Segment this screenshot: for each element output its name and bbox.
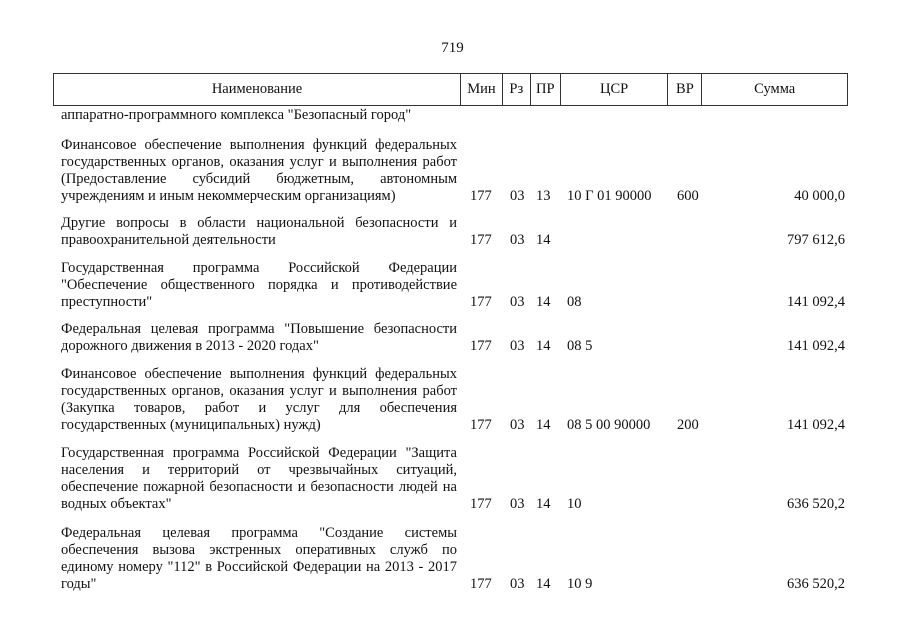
row-name: Другие вопросы в области национальной безопасности и правоохранительной деятельности: [61, 215, 457, 248]
header-vr: ВР: [668, 74, 702, 105]
row-rz: 03: [510, 188, 525, 204]
row-pr: 14: [536, 417, 551, 433]
row-csr: 10 Г 01 90000: [567, 188, 652, 204]
row-min: 177: [470, 576, 492, 592]
row-min: 177: [470, 417, 492, 433]
header-csr: ЦСР: [561, 74, 669, 105]
row-min: 177: [470, 188, 492, 204]
row-sum: 636 520,2: [787, 576, 845, 592]
header-rz: Рз: [503, 74, 531, 105]
row-pr: 13: [536, 188, 551, 204]
row-sum: 636 520,2: [787, 496, 845, 512]
row-min: 177: [470, 338, 492, 354]
row-pr: 14: [536, 232, 551, 248]
row-rz: 03: [510, 338, 525, 354]
continuation-text: аппаратно-программного комплекса "Безопасный город": [61, 107, 412, 123]
row-sum: 141 092,4: [787, 417, 845, 433]
row-name: Федеральная целевая программа "Повышение безопасности дорожного движения в 2013 - 2020 годах": [61, 321, 457, 354]
header-pr: ПР: [531, 74, 561, 105]
row-csr: 08: [567, 294, 582, 310]
row-vr: 600: [677, 188, 699, 204]
row-sum: 141 092,4: [787, 338, 845, 354]
row-name: Финансовое обеспечение выполнения функций федеральных государственных органов, оказания услуг и выполнения работ (Предоставление субсидий бюджетным, автономным учреждениям и иным некоммерческим организациям): [61, 137, 457, 204]
table-header: [53, 73, 848, 106]
row-csr: 08 5 00 90000: [567, 417, 651, 433]
row-rz: 03: [510, 496, 525, 512]
row-sum: 40 000,0: [794, 188, 845, 204]
row-rz: 03: [510, 232, 525, 248]
row-rz: 03: [510, 294, 525, 310]
row-rz: 03: [510, 417, 525, 433]
row-name: Финансовое обеспечение выполнения функций федеральных государственных органов, оказания услуг и выполнения работ (Закупка товаров, работ и услуг для обеспечения государственных (муниципальных) нужд): [61, 366, 457, 433]
row-name: Государственная программа Российской Федерации "Защита населения и территорий от чрезвычайных ситуаций, обеспечение пожарной безопасности и безопасности людей на водных объектах": [61, 445, 457, 512]
row-sum: 797 612,6: [787, 232, 845, 248]
row-csr: 08 5: [567, 338, 593, 354]
page-number: 719: [441, 40, 464, 56]
row-name: Государственная программа Российской Федерации "Обеспечение общественного порядка и противодействие преступности": [61, 260, 457, 310]
row-pr: 14: [536, 496, 551, 512]
row-min: 177: [470, 232, 492, 248]
row-csr: 10 9: [567, 576, 593, 592]
header-name: Наименование: [54, 74, 461, 105]
row-vr: 200: [677, 417, 699, 433]
row-name: Федеральная целевая программа "Создание системы обеспечения вызова экстренных оперативных служб по единому номеру "112" в Российской Федерации на 2013 - 2017 годы": [61, 525, 457, 592]
row-rz: 03: [510, 576, 525, 592]
row-min: 177: [470, 496, 492, 512]
row-pr: 14: [536, 338, 551, 354]
row-pr: 14: [536, 294, 551, 310]
row-pr: 14: [536, 576, 551, 592]
row-sum: 141 092,4: [787, 294, 845, 310]
row-min: 177: [470, 294, 492, 310]
header-min: Мин: [461, 74, 503, 105]
header-sum: Сумма: [754, 81, 796, 97]
row-csr: 10: [567, 496, 582, 512]
